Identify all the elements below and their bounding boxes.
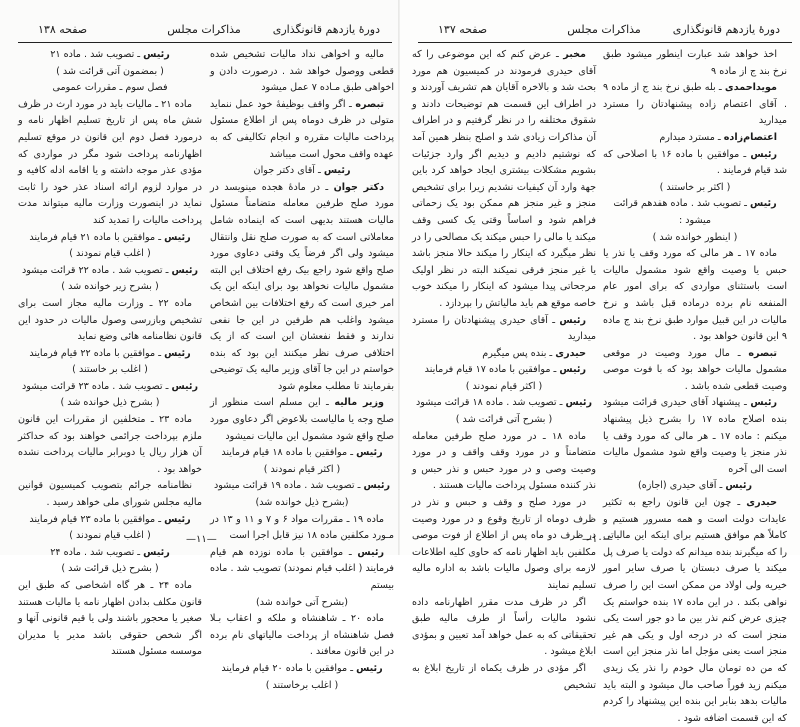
page-footer-number: —۱۱—	[186, 534, 217, 545]
speaker-name: اعتصام‌زاده	[723, 131, 777, 143]
paragraph	[603, 395, 787, 478]
centered-line	[18, 64, 202, 81]
centered-line	[18, 561, 202, 578]
paragraph-text: ( اغلب قیام نمودند )	[69, 248, 151, 260]
paragraph-text: فصل سوم ـ مقررات عمومی	[52, 82, 168, 94]
centered-line	[18, 279, 202, 296]
paragraph	[412, 429, 596, 495]
paragraph-text: ـ مال مورد وصیت در موقعی مشمول مالیات خواهد بود که با فوت موصی وصیت قطعی شده باشد .	[603, 347, 787, 392]
speaker-name: رئیس	[323, 165, 351, 177]
page-number-label: صفحه ۱۳۸	[38, 23, 88, 36]
centered-line	[18, 545, 202, 562]
paragraph-text: ماده ۲۳ ـ متخلفین از مقررات این قانون ملزم بپرداخت جرائمی خواهند بود که حداکثر آن هزار ریال یا دوبرابر مالیات پرداخت نشده خواهد بود .	[18, 414, 202, 475]
paragraph-text: (بشرح آتی خوانده شد)	[255, 596, 349, 608]
paragraph	[412, 313, 596, 346]
paragraph	[603, 80, 787, 130]
paragraph	[18, 412, 202, 478]
paragraph-text: ماده ۱۸ ـ در مورد صلح طرفین معامله متضامناً و در مورد وقف واقف و در مورد وصیت وصی و در مورد حبس و نذر حبس و نذر کننده مسئول پرداخت مالیات هستند .	[412, 430, 596, 492]
speaker-name: رئیس	[171, 380, 199, 392]
paragraph	[18, 478, 202, 511]
header-rule	[418, 42, 792, 43]
paragraph	[18, 578, 202, 661]
paragraph-text: در مورد صلح و وقف و حبس و نذر در ظرف دوماه از تاریخ وقوع و در مورد وصیت در ظرف دو ماه پس از اطلاع از فوت موصی مکلفین باید اظهار نامه که حاوی کلیه اطلاعات لازمه برای وصول مالیات باشد به اداره مالیه تسلیم نمایند	[412, 497, 596, 591]
paragraph-text: ـ این مسلم است منظور از صلح وجه یا مالیاست بلاعوض اگر دعاوی مورد صلح واقع شود مشمول این مالیات نمیشود	[210, 397, 394, 442]
paragraph-text: ( بشرح ذیل قرائت شد )	[61, 563, 159, 575]
paragraph-text: ـ آقای حیدری (اجازه)	[638, 480, 726, 492]
centered-line	[412, 395, 596, 412]
centered-line	[18, 246, 202, 263]
page-number-label: صفحه ۱۳۷	[438, 23, 488, 36]
centered-line	[18, 362, 202, 379]
text-column-left	[18, 47, 202, 661]
paragraph-text: ـ آقای حیدری پیشنهادتان را مسترد میدارید	[412, 314, 596, 343]
paragraph-text: ـ بله طبق نرخ بند ج از ماده ۹ . آقای اعتصام زاده پیشنهادتان را مسترد میدارید	[603, 82, 787, 127]
paragraph-text: ماده ۲۰ ـ شاهنشاه و ملکه و اعقاب بـلا فصل شاهنشاه از پرداخت مالیاتهای نام برده در این قانون معافند .	[210, 613, 394, 658]
paragraph-text: ـ موافقین با ماده ۲۳ قیام فرمایند	[29, 513, 165, 525]
paragraph-text: ـ موافقین با ماده نوزده هم قیام فرمایند ( اغلب قیام نمودند) تصویب شد . ماده بیستم	[210, 546, 394, 591]
centered-line	[210, 478, 394, 495]
centered-line	[210, 495, 394, 512]
centered-line	[210, 163, 394, 180]
paragraph-text: اگر مؤدی در ظرف یکماه از تاریخ ابلاغ به تشخیص	[412, 662, 596, 691]
paragraph	[210, 512, 394, 545]
centered-line	[18, 346, 202, 363]
paragraph-text: ـ تصویب شد . ماده هفدهم قرائت میشود :	[613, 198, 751, 226]
publication-title: مذاکرات مجلس	[567, 23, 641, 36]
paragraph-text: ( بشرح آتی قرائت شد )	[455, 414, 553, 426]
paragraph	[210, 545, 394, 595]
speaker-name: رئیس	[750, 397, 777, 409]
paragraph-text: ـ بنده پس میگیرم	[482, 347, 556, 359]
speaker-name: رئیس	[559, 364, 586, 376]
paragraph-text: ـ موافقین با ماده ۱۷ قیام فرمایند	[424, 364, 560, 376]
centered-line	[18, 80, 202, 97]
session-title: دورهٔ یازدهم قانونگذاری	[272, 23, 380, 36]
speaker-name: رئیس	[750, 148, 777, 160]
text-column-left	[412, 47, 596, 694]
centered-line	[210, 445, 394, 462]
paragraph-text: ماده ۲۲ ـ وزارت مالیه مجاز است برای تشخیص وبازرسی وصول مالیات در حدود این قانون نظامنامه هائی وضع نماید	[18, 297, 202, 343]
speaker-name: رئیس	[164, 513, 191, 525]
speaker-name: رئیس	[363, 480, 391, 492]
paragraph-text: ( بشرح زیر خوانده شد )	[61, 281, 159, 293]
paragraph-text: ـ در مادهٔ هجده مینویسد در مورد صلح طرفین معامله متضامناً مسئول مالیات هستند بدیهی است که اینماده شامل معاملاتی است که به صورت صلح نقل وانتقال میشود ولی اگر فرضاً یک وقتی دعاوی مورد صلح واقع شود راجع بیک رفع اختلاف این البته مشمول مالیات نخواهد بود برای اینکه این یک امر خیری است که رفع اختلافات بین اشخاص میشود واغلب هم طرفین در این جا نفعی ندارند و فقط نفعشان این است که از یک اختلافی صرف نظر میکنند این بود که بنده خواستم در این جا آقای وزیر مالیه یک توضیحی بفرمایند تا مطلب معلوم شود	[210, 181, 394, 392]
session-title: دورهٔ یازدهم قانونگذاری	[672, 23, 780, 36]
centered-line	[210, 678, 394, 695]
paragraph-text: ـ تصویب شد . ماده ۲۳ قرائت میشود	[21, 380, 172, 392]
centered-line	[18, 263, 202, 280]
paragraph-text: ـ عرض کنم که این موضوعی را که آقای حیدری فرمودند در کمیسیون هم مورد بحث شد و بالاخره آقایان هم تشریف آوردند و در اطراف این قسمت هم توضیحات دادند و شقوق مختلفه را در نظر گرفتیم و در اطراف آن مذاکرات زیادی شد و اصلح بنظر همین آمد که نوشتیم دادیم و دیدیم اگر وارد جزئیات بشویم مشکلات بیشتری ایجاد خواهد کرد باین جهة وارد آن کیفیات نشدیم زیرا برای تشخیص منجز و غیر منجز هم ممکن بود یک زحماتی فراهم شود و اساساً وقتی یک کسی وقف میکند یا مالی را حبس میکند یک مصالحی را در نظر میگیرد که اینکار را میکند حالا منجز باشد یا غیر منجز فرقی نمیکند البته در نظر اولیک مرجحاتی پیدا میشود که اینکار را میکند خوب خاصه موقع هم باید مالیاتش را بپردازد .	[412, 49, 596, 309]
paragraph	[412, 362, 596, 379]
speaker-name: رئیس	[164, 231, 191, 243]
centered-line	[18, 512, 202, 529]
paragraph-text: ماده ۱۷ ـ هر مالی که مورد وقف یا نذر یا حبس یا وصیت واقع شود مشمول مالیات است باستثنای مواردی که برای امور عام المنفعه نام برده درماده قبل باشد و نرخ مالیات در این قبیل موارد طبق نرخ بند ج ماده ۹ این قانون خواهد بود .	[603, 248, 787, 343]
paragraph	[412, 47, 596, 313]
paragraph-text: ( اکثر قیام نمودند )	[263, 463, 341, 475]
paragraph-text: ـ مسترد میدارم	[659, 131, 724, 143]
paragraph-text: ـ تصویب شد . ماده ۲۲ قرائت میشود	[21, 264, 172, 276]
paragraph	[210, 47, 394, 97]
paragraph	[18, 296, 202, 346]
paragraph	[210, 395, 394, 445]
speaker-name: رئیس	[356, 662, 383, 674]
page-138	[0, 0, 400, 691]
paragraph	[210, 97, 394, 163]
paragraph-text: ( بشرح ذیل خوانده شد )	[60, 397, 160, 409]
paragraph-text: ـ تصویب شد . ماده ۲۱	[50, 49, 144, 60]
paragraph-text: ماده ۱۹ ـ مقررات مواد ۶ و ۷ و ۱۱ و ۱۳ در مـورد مکلفین ماده ۱۸ نیز قابل اجرا است	[210, 513, 394, 542]
paragraph	[603, 130, 787, 147]
speaker-name: رئیس	[143, 546, 170, 558]
speaker-name: رئیس	[356, 447, 383, 459]
paragraph	[210, 180, 394, 396]
centered-line	[603, 478, 787, 495]
page-footer-number: —۱۰—	[582, 534, 613, 545]
text-column-right	[210, 47, 394, 694]
paragraph	[603, 147, 787, 180]
page-header	[418, 16, 790, 42]
paragraph-text: ـ موافقین با ماده ۲۰ قیام فرمایند	[221, 662, 357, 674]
centered-line	[603, 180, 787, 197]
paragraph	[603, 346, 787, 396]
paragraph	[412, 495, 596, 595]
paragraph-text: ـ موافقین با ماده ۲۱ قیام فرمایند	[29, 231, 165, 243]
paragraph-text: ( اکثر بر خاستند )	[659, 181, 731, 193]
speaker-name: حیدری	[746, 497, 777, 509]
paragraph-text: ـ اگر واقف بوظیفهٔ خود عمل ننماید متولی در ظرف دوماه پس از اطلاع مسئول پرداخت مالیات مقرره و انجام تکالیفی که به عهده واقف محول است میباشد	[210, 98, 394, 160]
centered-line	[18, 528, 202, 545]
paragraph	[412, 595, 596, 661]
centered-line	[18, 230, 202, 247]
paragraph-text: ـ آقای دکتر جوان	[253, 165, 324, 177]
paragraph-text: ـ چون این قانون راجع به تکثیر عایدات دولت است و همه مسرور هستیم و کاملاً هم موافق هستیم برای اینکه این مالیاتی را که میگیرند بنده میدانم که دولت یا صرف پل میکند یا صرف دبستان یا صرف سایر امور خیریه ولی اولاد من ممکن است این را صرف نواهی بکند . در این ماده ۱۷ بنده خواستم یک چیزی عرض کنم نذر بین ما دو جور است یکی منجز است که در درجه اول و یکی هم غیر منجز است یعنی مؤجل اما نذر منجز این است که من ده تومان مال خودم را نذر یک زیدی میکنم زید فوراً صاحب مال میشود و البته باید مالیات بدهد بنابر این بنده این پیشنهاد را کردم که این قسمت اضافه شود .	[603, 497, 788, 724]
paragraph-text: ـ موافقین با ماده ۲۲ قیام فرمایند	[29, 347, 165, 359]
paragraph-text: ماده ۲۴ ـ هر گاه اشخاصی که طبق این قانون مکلف بدادن اظهار نامه یا مالیات هستند صغیر یا محجور باشند ولی یا قیم قانونی آنها و اگر شخص حقوقی باشد مدیر یا مدیران موسسه مسئول هستند	[18, 580, 202, 658]
paragraph-text: ـ موافقین با ماده ۱۶ با اصلاحی که شد قیام فرمایند .	[603, 148, 787, 177]
paragraph-text: ماده ۲۱ ـ مالیات باید در مورد ارث در ظرف شش ماه پس از تاریخ تسلیم اظهار نامه و درمورد فصل دوم این قانون در موقع تسلیم اظهارنامه پرداخت شود مگر در مواردی که مؤدی عذر موجه داشته و یا اقامه ادله کافیه و در موارد لزوم ارائه اسناد عذر خود را ثابت نماید در اینصورت وزارت مالیه میتواند مدت پرداخت مالیات را تمدید کند	[18, 98, 202, 226]
centered-line	[18, 379, 202, 396]
paragraph-text: ـ موافقین با ماده ۱۸ قیام فرمایند	[221, 447, 357, 459]
speaker-name: رئیس	[357, 546, 384, 558]
speaker-name: رئیس	[565, 397, 593, 409]
paragraph-text: (بشرح ذیل خوانده شد)	[255, 497, 349, 509]
speaker-name: دکتر جوان	[333, 181, 384, 193]
paragraph-text: ( اغلب برخاستند )	[265, 679, 339, 691]
speaker-name: رئیس	[143, 49, 170, 60]
centered-line	[603, 230, 787, 247]
centered-line	[210, 595, 394, 612]
speaker-name: حیدری	[555, 347, 586, 359]
page-header	[18, 16, 390, 42]
publication-title: مذاکرات مجلس	[167, 23, 241, 36]
paragraph-text: ـ تصویب شد . ماده ۲۴	[50, 546, 144, 558]
page-137	[400, 0, 800, 724]
paragraph-text: ( اغلب قیام نمودند )	[69, 530, 151, 542]
paragraph	[412, 661, 596, 694]
paragraph	[603, 246, 787, 346]
speaker-name: مخبر	[563, 49, 586, 60]
paragraph-text: مالیه و اخواهی نداد مالیات تشخیص شده قطعی ووصول خواهد شد . درصورت دادن و اخواهی طبق مـاده ۷ عمل میشود	[210, 49, 394, 94]
centered-line	[18, 395, 202, 412]
centered-line	[603, 196, 787, 229]
centered-line	[210, 462, 394, 479]
centered-line	[210, 661, 394, 678]
paragraph-text: ( اغلب بر خاستند )	[72, 364, 148, 376]
speaker-name: رئیس	[559, 314, 586, 326]
speaker-name: وزیر مالیه	[334, 397, 385, 409]
speaker-name: تبصره	[355, 98, 384, 110]
centered-line	[412, 379, 596, 396]
paragraph-text: اگر در ظرف مدت مقرر اظهارنامه داده نشود مالیات رأساً از طرف مالیه طبق تحقیقاتی که به عمل خواهد آمد تعیین و بمؤدی ابلاغ میشود .	[412, 596, 596, 658]
speaker-name: رئیس	[725, 480, 752, 492]
paragraph-text: ـ تصویب شد . ماده ۱۸ قرائت میشود	[415, 397, 566, 409]
paragraph-text: اخذ خواهد شد عبارت اینطور میشود طبق نرخ بند ج از ماده ۹	[603, 49, 787, 77]
paragraph	[603, 495, 787, 727]
paragraph-text: ـ تصویب شد . ماده ۱۹ قرائت میشود	[213, 480, 364, 492]
speaker-name: مویداحمدی	[724, 82, 777, 94]
centered-line	[18, 47, 202, 64]
header-rule	[18, 42, 392, 43]
centered-line	[412, 412, 596, 429]
text-column-right	[603, 47, 787, 727]
speaker-name: تبصره	[748, 347, 777, 359]
speaker-name: رئیس	[171, 264, 199, 276]
speaker-name: رئیس	[750, 198, 777, 210]
paragraph-text: ( اینطور خوانده شد )	[652, 231, 738, 243]
paragraph	[603, 47, 787, 80]
paragraph-text: ( اکثر قیام نمودند )	[465, 380, 543, 392]
paragraph	[210, 611, 394, 661]
paragraph-text: ( بمضمون آتی قرائت شد )	[56, 65, 164, 77]
speaker-name: رئیس	[164, 347, 191, 359]
paragraph-text: ـ پیشنهاد آقای حیدری قرائت میشود بنده اصلاح ماده ۱۷ را بشرح ذیل پیشنهاد میکنم : ماده ۱۷ ـ هر مالی که مورد وقف یا نذر منجز یا وصیت واقع شود مشمول مالیات است الی آخره	[603, 397, 787, 475]
paragraph-text: نظامنامه جرائم بتصویب کمیسیون قوانین مالیه مجلس شورای ملی خواهد رسید .	[18, 480, 202, 509]
paragraph	[412, 346, 596, 363]
paragraph	[18, 97, 202, 230]
